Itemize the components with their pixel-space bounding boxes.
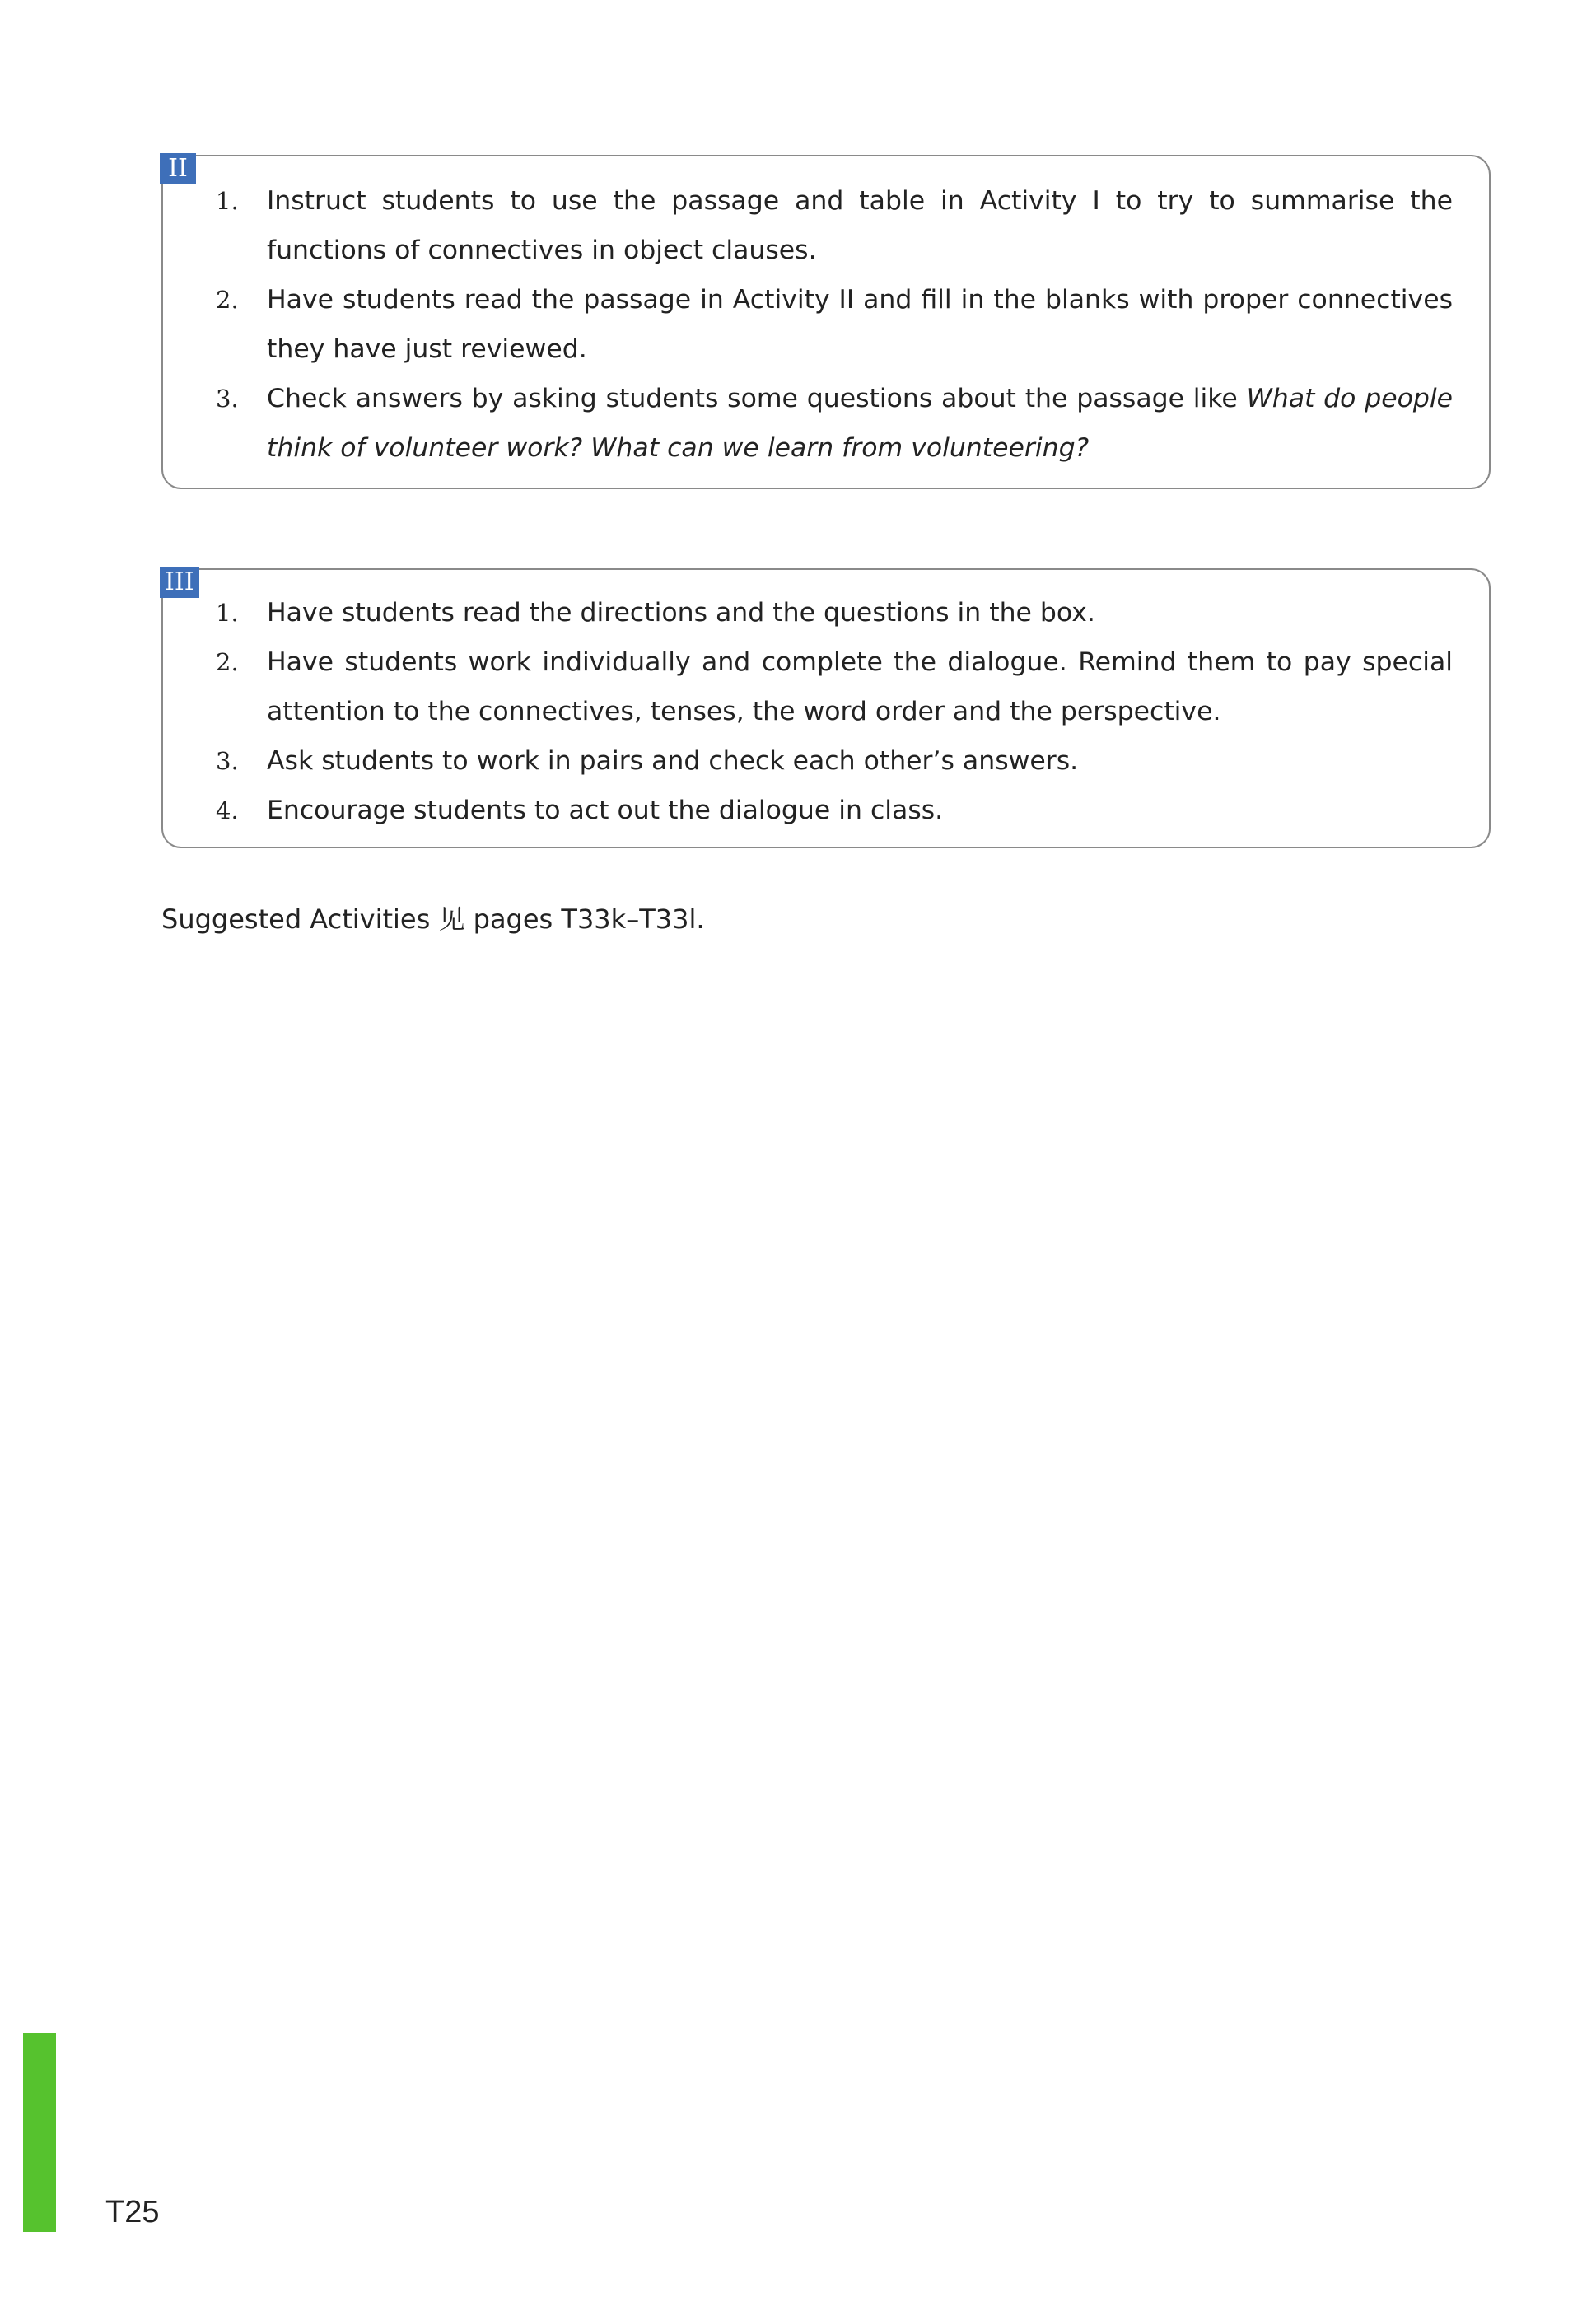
item-text: Have students work individually and complete the dialogue. Remind them to pay special attention to the connectives, tenses, the word order and the perspective. [267, 647, 1453, 726]
list-item [216, 275, 1453, 374]
page-side-bar [23, 2033, 56, 2232]
activity-iii-list [216, 588, 1453, 835]
item-number: 2. [216, 286, 239, 314]
list-item [216, 736, 1453, 786]
item-text-plain: Check answers by asking students some questions about the passage like [267, 384, 1247, 413]
item-text: Ask students to work in pairs and check each other’s answers. [267, 746, 1079, 776]
item-text: Have students read the passage in Activity II and fill in the blanks with proper connectives they have just reviewed. [267, 285, 1453, 364]
section-badge-iii: III [160, 567, 199, 598]
activity-ii-box [161, 155, 1491, 489]
item-text: Have students read the directions and the questions in the box. [267, 598, 1095, 628]
item-text [267, 374, 1453, 473]
list-item [216, 176, 1453, 275]
item-number: 3. [216, 385, 239, 413]
list-item [216, 588, 1453, 637]
item-text: Instruct students to use the passage and table in Activity I to try to summarise the functions of connectives in object clauses. [267, 186, 1453, 265]
item-number: 1. [216, 599, 239, 627]
list-item [216, 786, 1453, 835]
list-item [216, 374, 1453, 473]
suggested-activities-note: Suggested Activities 见 pages T33k–T33l. [161, 903, 705, 935]
item-number: 3. [216, 747, 239, 775]
item-number: 2. [216, 648, 239, 676]
list-item [216, 637, 1453, 736]
item-text: Encourage students to act out the dialogue in class. [267, 796, 944, 825]
item-text-italic-questions: What do people think of volunteer work? What can we learn from volunteering? [267, 384, 1453, 463]
item-number: 1. [216, 187, 239, 215]
activity-ii-list [216, 176, 1453, 473]
activity-iii-box [161, 568, 1491, 848]
page-number: T25 [105, 2195, 160, 2229]
item-number: 4. [216, 796, 239, 824]
section-badge-ii: II [160, 153, 196, 184]
